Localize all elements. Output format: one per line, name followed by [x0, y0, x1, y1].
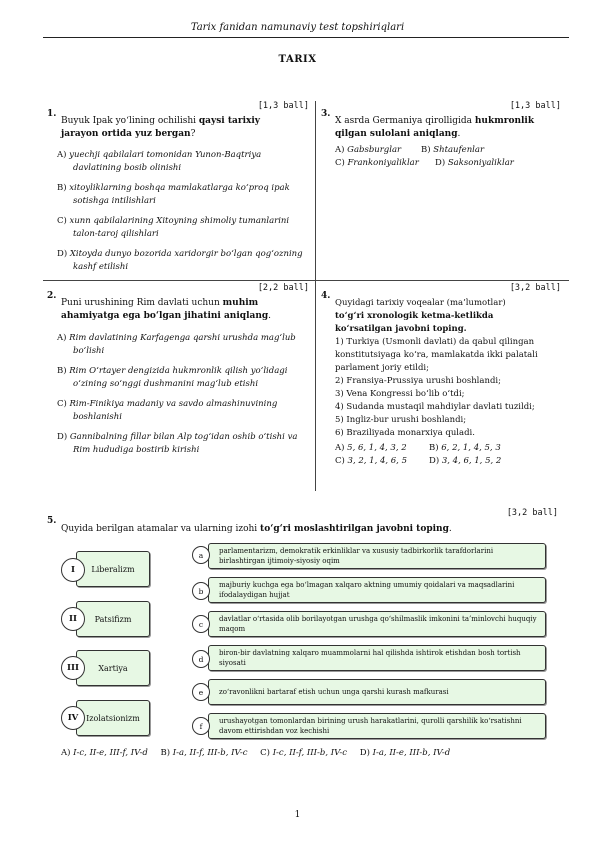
- definition-box[interactable]: biron-bir davlatning xalqaro muammolarni hal qilishda ishtirok etishdan bosh tortish siyosati: [208, 645, 546, 671]
- term-box[interactable]: Liberalizm: [76, 551, 150, 587]
- column-divider: [315, 101, 316, 491]
- definition-letter: d: [192, 650, 210, 668]
- term-box[interactable]: Izolatsionizm: [76, 700, 150, 736]
- term-box[interactable]: Patsifizm: [76, 601, 150, 637]
- event-2: 2) Fransiya-Prussiya urushi boshlandi;: [335, 376, 501, 386]
- header-rule: [43, 37, 569, 38]
- term-box[interactable]: Xartiya: [76, 650, 150, 686]
- option-b[interactable]: B) xitoyliklarning boshqa mamlakatlarga ko‘proq ipak sotishga intilishlari: [57, 183, 290, 206]
- question-points: [1,3 ball]: [257, 101, 309, 111]
- page-number: 1: [294, 810, 301, 820]
- option-a[interactable]: A) 5, 6, 1, 4, 3, 2: [335, 443, 407, 453]
- definition-letter: b: [192, 582, 210, 600]
- definition-letter: a: [192, 546, 210, 564]
- question-3: [321, 101, 561, 170]
- term-numeral: II: [61, 607, 85, 631]
- option-d[interactable]: D) I-a, II-e, III-b, IV-d: [359, 748, 451, 758]
- question-number: 1.: [47, 109, 57, 119]
- option-d[interactable]: D) 3, 4, 6, 1, 5, 2: [429, 456, 502, 466]
- definition-letter: c: [192, 615, 210, 633]
- term-numeral: III: [61, 656, 85, 680]
- term-numeral: IV: [61, 706, 85, 730]
- term-numeral: I: [61, 558, 85, 582]
- option-d[interactable]: D) Gannibalning fillar bilan Alp tog‘idan oshib o‘tishi va Rim hududiga bostirib kirishi: [57, 432, 298, 455]
- option-b[interactable]: B) Shtaufenlar: [421, 145, 485, 155]
- option-c[interactable]: C) Frankoniyaliklar: [335, 158, 419, 168]
- option-b[interactable]: B) 6, 2, 1, 4, 5, 3: [429, 443, 501, 453]
- option-a[interactable]: A) Gabsburglar: [335, 145, 402, 155]
- row-divider: [43, 280, 569, 281]
- question-stem: Quyidagi tarixiy voqealar (ma’lumotlar) to‘g‘ri xronologik ketma-ketlikda ko‘rsatilgan javobni toping. 1) Turkiya (Usmonli davlati) da qabul qilingan konstitutsiyaga ko‘ra, mamlakatda ikki palatali parlament joriy etildi; 2) Fransiya-Prussiya urushi boshlandi; 3) Vena Kongressi bo‘lib o‘tdi; 4) Sudanda mustaqil mahdiylar davlati tuzildi; 5) Ingliz-bur urushi boshlandi; 6) Braziliyada monarxiya quladi. A) 5, 6, 1, 4, 3, 2 B) 6, 2, 1, 4, 5, 3 C) 3, 2, 1, 4, 6, 5 D) 3, 4, 6, 1, 5, 2: [321, 297, 561, 468]
- definition-letter: e: [192, 683, 210, 701]
- question-points: [2,2 ball]: [257, 283, 309, 293]
- option-c[interactable]: C) Rim-Finikiya madaniy va savdo almashinuvining boshlanishi: [57, 399, 278, 422]
- event-4: 4) Sudanda mustaqil mahdiylar davlati tuzildi;: [335, 402, 535, 412]
- option-a[interactable]: A) Rim davlatining Karfagenga qarshi urushda mag‘lub bo‘lishi: [57, 333, 296, 356]
- subject-title: TARIX: [278, 54, 317, 65]
- question-4: [321, 283, 561, 468]
- option-c[interactable]: C) 3, 2, 1, 4, 6, 5: [335, 456, 407, 466]
- question-number: 2.: [47, 291, 57, 301]
- option-c[interactable]: C) xunn qabilalarining Xitoyning shimoliy tumanlarini talon-taroj qilishlari: [57, 216, 290, 239]
- event-3: 3) Vena Kongressi bo‘lib o‘tdi;: [335, 389, 465, 399]
- definition-box[interactable]: urushayotgan tomonlardan birining urush harakatlarini, qurolli qarshilik ko‘rsatishni davom ettirishdan voz kechishi: [208, 713, 546, 739]
- question-number: 5.: [47, 516, 57, 526]
- question-number: 3.: [321, 109, 331, 119]
- question-stem: X asrda Germaniya qirolligida hukmronlik qilgan sulolani aniqlang.: [335, 116, 535, 139]
- question-5-options: [61, 747, 581, 760]
- event-1: 1) Turkiya (Usmonli davlati) da qabul qilingan konstitutsiyaga ko‘ra, mamlakatda ikki palatali parlament joriy etildi;: [335, 337, 538, 373]
- question-points: [1,3 ball]: [509, 101, 561, 111]
- question-5-header: [47, 508, 558, 526]
- question-1: [47, 101, 309, 273]
- definition-letter: f: [192, 717, 210, 735]
- event-5: 5) Ingliz-bur urushi boshlandi;: [335, 415, 467, 425]
- question-stem: Puni urushining Rim davlati uchun muhim ahamiyatga ega bo‘lgan jihatini aniqlang.: [61, 298, 272, 321]
- question-points: [3,2 ball]: [509, 283, 561, 293]
- question-points: [3,2 ball]: [506, 508, 558, 518]
- option-b[interactable]: B) Rim O‘rtayer dengizida hukmronlik qilish yo‘lidagi o‘zining so‘nggi dushmanini mag‘lub etishi: [57, 366, 288, 389]
- definition-box[interactable]: parlamentarizm, demokratik erkinliklar va xususiy tadbirkorlik tarafdorlarini birlashtirgan ijtimoiy-siyosiy oqim: [208, 543, 546, 569]
- option-d[interactable]: D) Saksoniyaliklar: [435, 158, 514, 168]
- option-b[interactable]: B) I-a, II-f, III-b, IV-c: [160, 748, 248, 758]
- question-stem: Quyida berilgan atamalar va ularning izohi to‘g‘ri moslashtirilgan javobni toping.: [61, 524, 452, 534]
- event-6: 6) Braziliyada monarxiya quladi.: [335, 428, 475, 438]
- option-a[interactable]: A) yuechji qabilalari tomonidan Yunon-Baqtriya davlatining bosib olinishi: [57, 150, 262, 173]
- definition-box[interactable]: majburiy kuchga ega bo‘lmagan xalqaro aktning umumiy qoidalari va maqsadlarini ifodalaydigan hujjat: [208, 577, 546, 603]
- question-number: 4.: [321, 291, 331, 301]
- option-d[interactable]: D) Xitoyda dunyo bozorida xaridorgir bo‘lgan qog‘ozning kashf etilishi: [57, 249, 303, 272]
- option-c[interactable]: C) I-c, II-f, III-b, IV-c: [260, 748, 348, 758]
- question-stem: Buyuk Ipak yo‘lining ochilishi qaysi tarixiy jarayon ortida yuz bergan?: [61, 116, 261, 139]
- definition-box[interactable]: davlatlar o‘rtasida olib borilayotgan urushga qo‘shilmaslik imkonini ta’minlovchi huquqiy maqom: [208, 611, 546, 637]
- page-header: Tarix fanidan namunaviy test topshiriqlari: [190, 22, 405, 33]
- question-2: [47, 283, 309, 456]
- option-a[interactable]: A) I-c, II-e, III-f, IV-d: [61, 748, 148, 758]
- definition-box[interactable]: zo‘ravonlikni bartaraf etish uchun unga qarshi kurash mafkurasi: [208, 679, 546, 705]
